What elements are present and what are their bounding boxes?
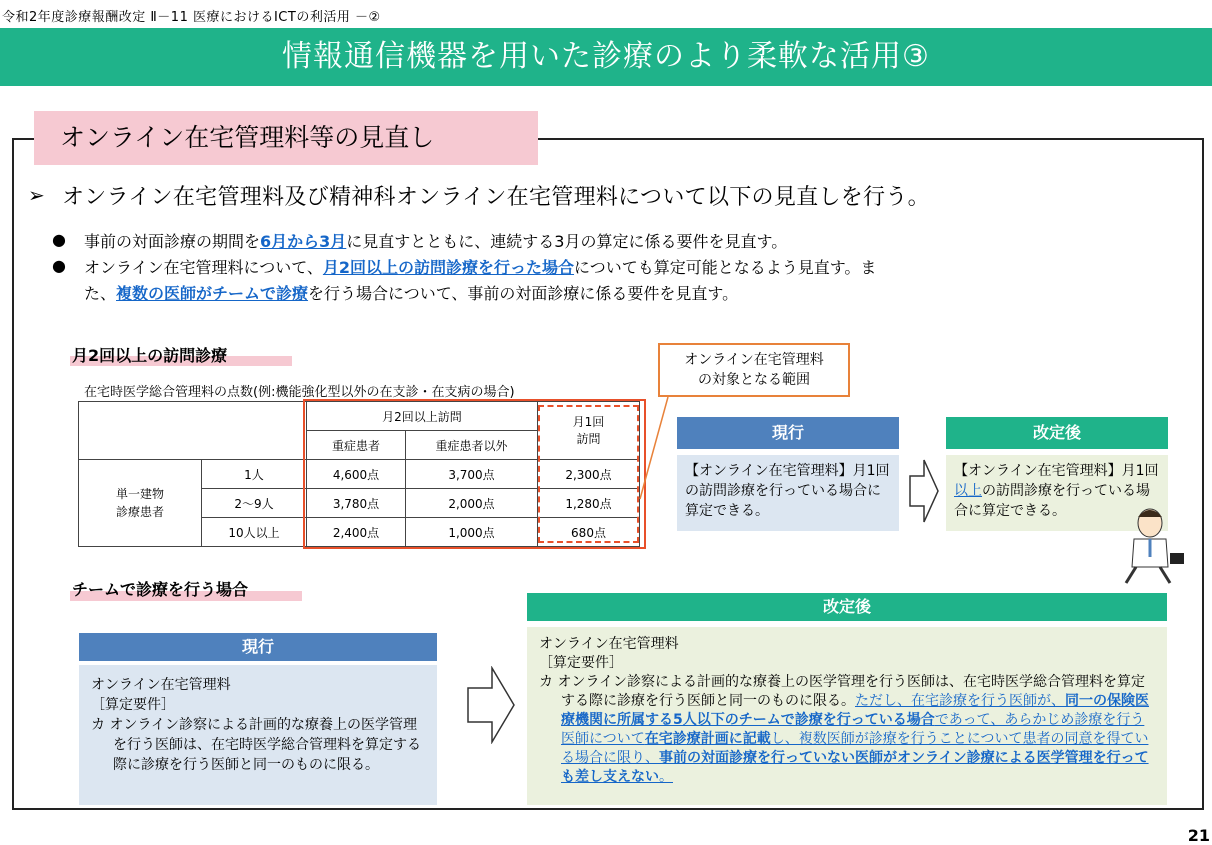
cell-once: 2,300点	[538, 460, 640, 489]
cell-severe: 2,400点	[307, 518, 406, 547]
section-title: オンライン在宅管理料等の見直し	[60, 123, 435, 152]
page-number: 21	[1187, 826, 1210, 845]
team-revised-pane: オンライン在宅管理料 ［算定要件］ カ オンライン診察による計画的な療養上の医学管理を行う医師は、在宅時医学総合管理料を算定する際に診療を行う医師と同一のものに限る。ただし、在宅診療を行う医師が、同一の保険医療機関に所属する5人以下のチームで診療を行っている場合であって、あらかじめ診療を行う医師について在宅診療計画に記載し、複数医師が診療を行うことについて患者の同意を得ている場合に限り、事前の対面診療を行っていない医師がオンライン診療による医学管理を行っても差し支えない。	[527, 627, 1167, 805]
bullet-2-line2: た、複数の医師がチームで診療を行う場合について、事前の対面診療に係る要件を見直す。	[84, 284, 739, 303]
team-revised-header: 改定後	[527, 593, 1167, 621]
col-severe: 重症患者	[307, 431, 406, 460]
monthly-heading: 月2回以上の訪問診療	[72, 346, 228, 365]
lead-text: オンライン在宅管理料及び精神科オンライン在宅管理料について以下の見直しを行う。	[62, 185, 930, 210]
monthly-revised-text: 【オンライン在宅管理料】月1回以上の訪問診療を行っている場合に算定できる。	[946, 455, 1168, 531]
page-title: 情報通信機器を用いた診療のより柔軟な活用③	[282, 39, 930, 74]
arrow-right-icon	[908, 458, 940, 524]
monthly-revised-header: 改定後	[946, 417, 1168, 449]
row-label: 2～9人	[202, 489, 307, 518]
table-corner	[79, 402, 307, 460]
frame-top-left	[12, 138, 34, 140]
monthly-current-header: 現行	[677, 417, 899, 449]
col-other: 重症患者以外	[406, 431, 538, 460]
cell-severe: 4,600点	[307, 460, 406, 489]
cell-other: 3,700点	[406, 460, 538, 489]
cell-once: 680点	[538, 518, 640, 547]
breadcrumb: 令和2年度診療報酬改定 Ⅱ－11 医療におけるICTの利活用 －②	[2, 10, 381, 25]
row-label: 1人	[202, 460, 307, 489]
cell-severe: 3,780点	[307, 489, 406, 518]
table-caption: 在宅時医学総合管理料の点数(例:機能強化型以外の在支診・在支病の場合)	[84, 385, 515, 400]
team-current-header: 現行	[79, 633, 437, 661]
lead-arrow-icon: ➢	[28, 183, 45, 207]
bullet-icon: ●	[52, 230, 66, 249]
row-label: 10人以上	[202, 518, 307, 547]
once-column-dashed-box	[538, 405, 639, 543]
row-group-label: 単一建物 診療患者	[79, 460, 202, 547]
scope-callout: オンライン在宅管理料 の対象となる範囲	[658, 343, 850, 397]
team-current-pane: オンライン在宅管理料 ［算定要件］ カ オンライン診察による計画的な療養上の医学管理を行う医師は、在宅時医学総合管理料を算定する際に診療を行う医師と同一のものに限る。	[79, 665, 437, 805]
arrow-right-icon	[466, 666, 516, 744]
group-header: 月2回以上訪問	[307, 402, 538, 431]
cell-once: 1,280点	[538, 489, 640, 518]
team-heading: チームで診療を行う場合	[72, 580, 249, 599]
cell-other: 2,000点	[406, 489, 538, 518]
bullet-icon: ●	[52, 256, 66, 275]
callout-pointer	[636, 395, 676, 505]
doctor-illustration-icon	[1110, 505, 1190, 587]
team-revised-item: カ オンライン診察による計画的な療養上の医学管理を行う医師は、在宅時医学総合管理料を算定する際に診療を行う医師と同一のものに限る。ただし、在宅診療を行う医師が、同一の保険医療機関に所属する5人以下のチームで診療を行っている場合であって、あらかじめ診療を行う医師について在宅診療計画に記載し、複数医師が診療を行うことについて患者の同意を得ている場合に限り、事前の対面診療を行っていない医師がオンライン診療による医学管理を行っても差し支えない。	[539, 674, 1149, 785]
col-once: 月1回 訪問	[538, 402, 640, 460]
frame-top-right	[538, 138, 1202, 140]
bullet-1: 事前の対面診療の期間を6月から3月に見直すとともに、連続する3月の算定に係る要件を見直す。	[84, 232, 788, 251]
bullet-2-line1: オンライン在宅管理料について、月2回以上の訪問診療を行った場合についても算定可能となるよう見直す。ま	[84, 258, 877, 277]
cell-other: 1,000点	[406, 518, 538, 547]
monthly-current-text: 【オンライン在宅管理料】月1回の訪問診療を行っている場合に算定できる。	[677, 455, 899, 531]
